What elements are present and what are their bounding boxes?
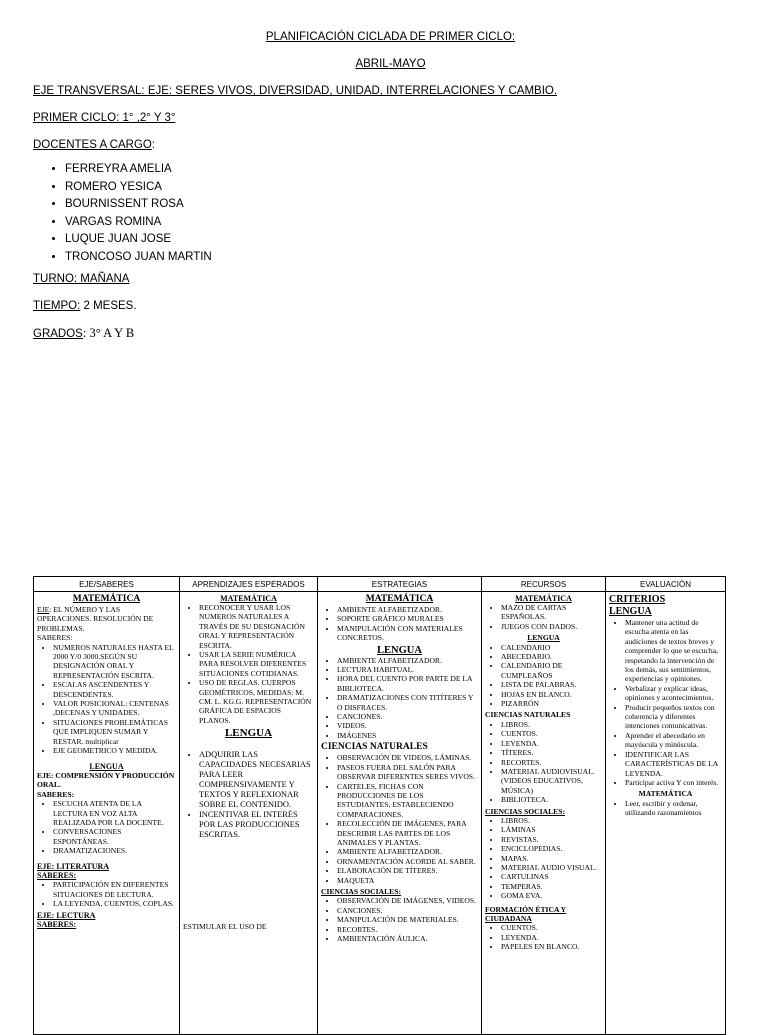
list-item: • PAPELES EN BLANCO.	[501, 942, 602, 951]
list-item: • REVISTAS.	[501, 835, 602, 844]
list-item: • Mantener una actitud de escucha atenta en las audiciones de textos breves y comprender lo que se escucha, respetando la intervención de los demás, sus sentimientos, experiencias y opiniones.	[625, 618, 722, 684]
section-title: MATEMÁTICA	[72, 594, 141, 604]
document-header	[33, 30, 748, 354]
list-item: • INCENTIVAR EL INTERÉS POR LAS PRODUCCIONES ESCRITAS.	[199, 810, 314, 840]
tiempo-label: TIEMPO:	[33, 300, 81, 312]
docente-item: • VARGAS ROMINA	[65, 214, 748, 232]
list-item: • MATERIAL AUDIO VISUAL.	[501, 863, 602, 872]
recursos-list	[485, 603, 602, 631]
docentes-list	[33, 161, 748, 266]
list-item: • ADQUIRIR LAS CAPACIDADES NECESARIAS PARA LEER COMPRENSIVAMENTE Y TEXTOS Y REFLEXIONAR SOBRE EL CONTENIDO.	[199, 750, 314, 810]
cell-recursos	[482, 592, 606, 1035]
grados-value: : 3° A Y B	[82, 326, 135, 340]
list-item: • PASEOS FUERA DEL SALÓN PARA OBSERVAR DIFERENTES SERES VIVOS.	[337, 763, 478, 782]
section-title: LENGUA	[89, 761, 124, 771]
list-item: • MAPAS.	[501, 854, 602, 863]
saberes-label: SABERES:	[37, 920, 77, 929]
turno: TURNO: MAÑANA	[33, 273, 130, 285]
eje-label: EJE	[37, 605, 50, 614]
list-item: • USAR LA SERIE NUMÉRICA PARA RESOLVER DIFERENTES SITUACIONES COTIDIANAS.	[199, 650, 314, 678]
docentes-heading	[33, 138, 748, 152]
list-item: • ORNAMENTACIÓN ACORDE AL SABER.	[337, 857, 478, 866]
docente-item: • FERREYRA AMELIA	[65, 161, 748, 179]
column-header: APRENDIZAJES ESPERADOS	[180, 577, 318, 592]
list-item: • OBSERVACIÓN DE IMÁGENES, VIDEOS.	[337, 896, 478, 905]
criterios-list	[609, 799, 722, 818]
saberes-list	[37, 880, 176, 908]
estrategias-list	[321, 656, 478, 741]
saberes-label: SABERES:	[37, 633, 73, 643]
list-item: • USO DE REGLAS. CUERPOS GEOMÉTRICOS, MEDIDAS: M. CM. L. KG.G. REPRESENTACIÓN GRÁFICA DE ESPACIOS PLANOS.	[199, 678, 314, 725]
list-item: • RECORTES.	[337, 925, 478, 934]
tiempo	[33, 299, 748, 313]
list-item: • Producir pequeños textos con coherencia y diferentes intenciones comunicativas.	[625, 703, 722, 731]
list-item: ESTIMULAR EL USO DE	[183, 922, 267, 932]
document-title: PLANIFICACIÓN CICLADA DE PRIMER CICLO:	[265, 31, 516, 43]
list-item: • LIBROS.	[501, 720, 602, 729]
list-item: • MATERIAL AUDIOVISUAL. (VIDEOS EDUCATIVOS, MÚSICA)	[501, 767, 602, 795]
cell-aprendizajes	[180, 592, 318, 1035]
list-item: • SITUACIONES PROBLEMÁTICAS QUE IMPLIQUEN SUMAR Y RESTAR. multiplicar	[53, 718, 176, 746]
docentes-label: DOCENTES A CARGO	[33, 139, 152, 151]
saberes-list	[37, 799, 176, 855]
aprendizajes-list	[183, 603, 314, 725]
list-item: • MAZO DE CARTAS ESPAÑOLAS.	[501, 603, 602, 622]
list-item: • LISTA DE PALABRAS.	[501, 680, 602, 689]
aprendizajes-list	[183, 750, 314, 840]
tiempo-value: 2 MESES.	[80, 300, 137, 312]
list-item: • AMBIENTE ALFABETIZADOR.	[337, 656, 478, 665]
list-item: • LECTURA HABITUAL.	[337, 665, 478, 674]
section-title: LENGUA	[224, 727, 273, 740]
list-item: • CONVERSACIONES ESPONTÁNEAS.	[53, 827, 176, 846]
list-item: • RECONOCER Y USAR LOS NUMEROS NATURALES A TRAVÉS DE SU DESIGNACIÓN ORAL Y REPRESENTACIÓN ESCRITA.	[199, 603, 314, 650]
list-item: • CANCIONES.	[337, 712, 478, 721]
cell-eje-saberes	[34, 592, 180, 1035]
list-item: • VALOR POSICIONAL: CENTENAS ,DECENAS Y UNIDADES.	[53, 699, 176, 718]
docente-item: • BOURNISSENT ROSA	[65, 196, 748, 214]
list-item: • Aprender el abecedario en mayúscula y minúscula.	[625, 731, 722, 750]
list-item: • OBSERVACIÓN DE VIDEOS, LÁMINAS.	[337, 753, 478, 762]
list-item: • LIBROS.	[501, 816, 602, 825]
column-header: EJE/SABERES	[34, 577, 180, 592]
list-item: • AMBIENTACIÓN ÁULICA.	[337, 934, 478, 943]
section-title: MATEMÁTICA	[638, 789, 693, 799]
section-title: MATEMÁTICA	[220, 594, 277, 603]
criterios-title: CRITERIOS	[609, 594, 666, 605]
estrategias-list	[321, 896, 478, 943]
recursos-list	[485, 643, 602, 709]
list-item: • LEYENDA.	[501, 739, 602, 748]
list-item: • AMBIENTE ALFABETIZADOR.	[337, 847, 478, 856]
section-title: CIENCIAS SOCIALES:	[321, 886, 401, 896]
document-period: ABRIL-MAYO	[355, 58, 426, 70]
list-item: • MAQUETA	[337, 876, 478, 885]
list-item: • LA LEYENDA, CUENTOS, COPLAS.	[53, 899, 176, 908]
list-item: • MANIPULACIÓN CON MATERIALES CONCRETOS.	[337, 624, 478, 643]
planning-table	[33, 576, 726, 1035]
list-item: • Participar activa Y con interés.	[625, 778, 722, 787]
estrategias-list	[321, 605, 478, 643]
estrategias-list	[321, 753, 478, 885]
list-item: • PIZARRÓN	[501, 699, 602, 708]
grados	[33, 326, 748, 341]
list-item: • DRAMATIZACIONES.	[53, 846, 176, 855]
list-item: • CUENTOS.	[501, 729, 602, 738]
list-item: • CALENDARIO	[501, 643, 602, 652]
list-item: • SOPORTE GRÁFICO MURALES	[337, 614, 478, 623]
eje-text: EJE: LECTURA	[37, 910, 96, 920]
list-item: • ELABORACIÓN DE TÍTERES.	[337, 866, 478, 875]
list-item: • LEYENDA.	[501, 933, 602, 942]
saberes-list	[37, 643, 176, 756]
list-item: • CARTELES, FICHAS CON PRODUCCIONES DE LOS ESTUDIANTES, ESTABLECIENDO COMPARACIONES.	[337, 782, 478, 820]
list-item: • MANIPULACIÓN DE MATERIALES.	[337, 915, 478, 924]
saberes-label: SABERES:	[37, 870, 77, 880]
list-item: • CANCIONES.	[337, 906, 478, 915]
section-title: LENGUA	[527, 633, 560, 643]
eje-transversal: EJE TRANSVERSAL: EJE: SERES VIVOS, DIVERSIDAD, UNIDAD, INTERRELACIONES Y CAMBIO.	[33, 85, 558, 97]
saberes-label: SABERES:	[37, 789, 75, 799]
list-item: • TEMPERAS.	[501, 882, 602, 891]
list-item: • CUENTOS.	[501, 923, 602, 932]
list-item: • CARTULINAS	[501, 872, 602, 881]
list-item: • ABECEDARIO.	[501, 652, 602, 661]
docente-item: • ROMERO YESICA	[65, 179, 748, 197]
list-item: • NUMEROS NATURALES HASTA EL 2000 Y/0 3000.SEGÚN SU DESIGNACIÓN ORAL Y REPRESENTACIÓN ESCRITA.	[53, 643, 176, 681]
column-header: EVALUACIÓN	[606, 577, 726, 592]
list-item: • TÍTERES.	[501, 748, 602, 757]
list-item: • CALENDARIO DE CUMPLEAÑOS	[501, 661, 602, 680]
column-header: RECURSOS	[482, 577, 606, 592]
list-item: • GOMA EVA.	[501, 891, 602, 900]
table-row	[34, 592, 726, 1035]
table-header-row	[34, 577, 726, 592]
primer-ciclo: PRIMER CICLO: 1° ,2° Y 3°	[33, 112, 176, 124]
list-item: • VIDEOS.	[337, 721, 478, 730]
list-item: • HORA DEL CUENTO POR PARTE DE LA BIBLIOTECA.	[337, 674, 478, 693]
list-item: • Leer, escribir y ordenar, utilizando razonamientos	[625, 799, 722, 818]
eje-text: EJE: LITERATURA	[37, 861, 110, 871]
list-item: • ESCUCHA ATENTA DE LA LECTURA EN VOZ ALTA REALIZADA POR LA DOCENTE.	[53, 799, 176, 827]
criterios-list	[609, 618, 722, 787]
grados-label: GRADOS	[33, 328, 83, 340]
list-item: • LÁMINAS	[501, 825, 602, 834]
list-item: • Verbalizar y explicar ideas, opiniones y acontecimientos.	[625, 684, 722, 703]
section-title: FORMACIÓN ÉTICA Y CIUDADANA	[485, 904, 567, 923]
section-title: CIENCIAS NATURALES	[321, 742, 428, 753]
section-title: LENGUA	[609, 606, 652, 617]
section-title: CIENCIAS NATURALES	[485, 710, 571, 720]
section-title: CIENCIAS SOCIALES:	[485, 806, 565, 816]
recursos-list	[485, 923, 602, 951]
list-item: • BIBLIOTECA.	[501, 795, 602, 804]
section-title: MATEMÁTICA	[515, 594, 572, 603]
section-title: MATEMÁTICA	[365, 594, 434, 604]
list-item: • RECOLECCIÓN DE IMÁGENES, PARA DESCRIBIR LAS PARTES DE LOS ANIMALES Y PLANTAS.	[337, 819, 478, 847]
cell-estrategias	[318, 592, 482, 1035]
column-header: ESTRATEGIAS	[318, 577, 482, 592]
list-item: • AMBIENTE ALFABETIZADOR.	[337, 605, 478, 614]
list-item: • IMÁGENES	[337, 731, 478, 740]
list-item: • DRAMATIZACIONES CON TITÍTERES Y O DISFRACES.	[337, 693, 478, 712]
list-item: • EJE GEOMETRICO Y MEDIDA.	[53, 746, 176, 755]
list-item: • ENCICLOPEDIAS.	[501, 844, 602, 853]
section-title: LENGUA	[377, 644, 422, 656]
eje-description: : EL NÚMERO Y LAS OPERACIONES. RESOLUCIÓN DE PROBLEMAS.	[37, 605, 154, 633]
docentes-colon: :	[151, 139, 156, 151]
list-item: • PARTICIPACIÓN EN DIFERENTES SITUACIONES DE LECTURA.	[53, 880, 176, 899]
list-item: • RECORTES.	[501, 758, 602, 767]
recursos-list	[485, 720, 602, 805]
list-item: • IDENTIFICAR LAS CARACTERÍSTICAS DE LA LEYENDA.	[625, 750, 722, 778]
recursos-list	[485, 816, 602, 901]
cell-evaluacion	[606, 592, 726, 1035]
eje-text: EJE: COMPRENSIÓN Y PRODUCCIÓN ORAL.	[37, 770, 175, 790]
list-item: • JUEGOS CON DADOS.	[501, 622, 602, 631]
eje-text	[37, 605, 176, 633]
list-item: • HOJAS EN BLANCO.	[501, 690, 602, 699]
list-item: • ESCALAS ASCENDENTES Y DESCENDENTES.	[53, 680, 176, 699]
docente-item: • TRONCOSO JUAN MARTIN	[65, 249, 748, 267]
docente-item: • LUQUE JUAN JOSE	[65, 231, 748, 249]
